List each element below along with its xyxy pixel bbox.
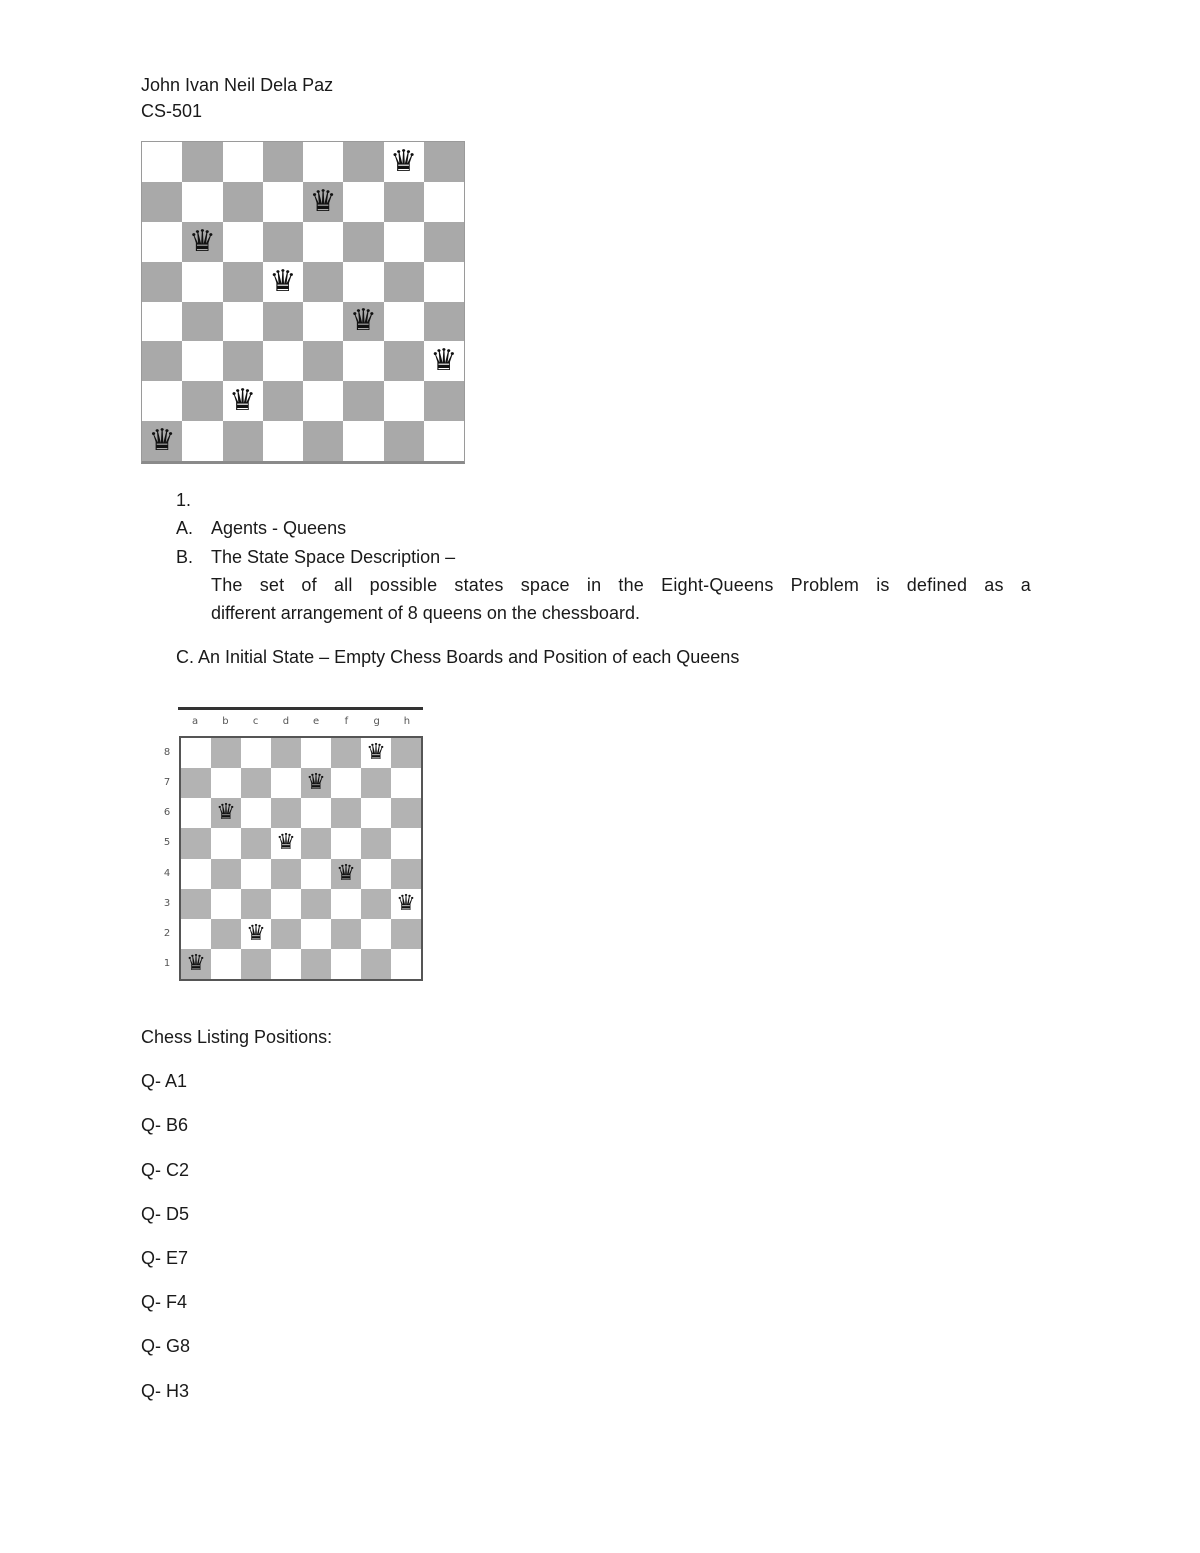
board-square — [211, 859, 241, 889]
board-square — [271, 919, 301, 949]
board-square — [361, 859, 391, 889]
board-square — [343, 341, 383, 381]
board-square — [241, 828, 271, 858]
listing-item: Q- C2 — [141, 1160, 190, 1180]
board-square — [181, 949, 211, 979]
board-square — [142, 262, 182, 302]
board-square — [424, 421, 464, 461]
board-square — [241, 768, 271, 798]
queen-icon: ♛ — [246, 920, 266, 946]
board-square — [424, 262, 464, 302]
board-square — [361, 919, 391, 949]
board-square — [182, 421, 222, 461]
file-labels — [180, 716, 422, 730]
board-square — [241, 738, 271, 768]
board-square — [271, 949, 301, 979]
board-square — [211, 919, 241, 949]
board-square — [181, 889, 211, 919]
board-square — [301, 738, 331, 768]
board-square — [182, 142, 222, 182]
board-square — [142, 421, 182, 461]
section-number: 1. — [176, 490, 192, 510]
file-label: h — [403, 716, 411, 727]
queen-icon: ♛ — [269, 263, 297, 299]
board-square — [271, 889, 301, 919]
board-square — [361, 949, 391, 979]
board-square — [303, 302, 343, 342]
rank-label: 3 — [163, 897, 171, 909]
board-square — [223, 381, 263, 421]
board-square — [331, 828, 361, 858]
board-square — [223, 421, 263, 461]
rank-label: 1 — [163, 958, 171, 970]
board-square — [424, 222, 464, 262]
initial-state-text: C. An Initial State – Empty Chess Boards and Position of each Queens — [176, 647, 740, 667]
listing-item: Q- G8 — [141, 1336, 191, 1356]
board-square — [331, 738, 361, 768]
board-square — [384, 381, 424, 421]
queen-icon: ♛ — [216, 800, 236, 826]
board-square — [303, 381, 343, 421]
list-marker-a: A. — [176, 518, 194, 538]
board-square — [301, 919, 331, 949]
board-square — [301, 768, 331, 798]
board-square — [343, 142, 383, 182]
board-square — [343, 421, 383, 461]
queen-icon: ♛ — [148, 423, 176, 459]
board-square — [384, 262, 424, 302]
chessboard-solution — [141, 141, 465, 464]
listing-item: Q- F4 — [141, 1292, 188, 1312]
board-square — [241, 859, 271, 889]
board-square — [263, 142, 303, 182]
course-code: CS-501 — [141, 101, 203, 121]
rank-labels — [160, 737, 174, 979]
board-square — [361, 738, 391, 768]
queen-icon: ♛ — [306, 770, 326, 796]
queen-icon: ♛ — [229, 383, 257, 419]
file-label: a — [192, 716, 199, 727]
board-square — [142, 222, 182, 262]
board-square — [181, 738, 211, 768]
rank-label: 4 — [163, 867, 171, 879]
board-square — [331, 768, 361, 798]
board-square — [303, 341, 343, 381]
queen-icon: ♛ — [309, 183, 337, 219]
queen-icon: ♛ — [396, 890, 416, 916]
board-square — [263, 222, 303, 262]
board-square — [391, 949, 421, 979]
board-square — [223, 302, 263, 342]
board-square — [263, 302, 303, 342]
board-square — [424, 381, 464, 421]
board-square — [301, 828, 331, 858]
listing-item: Q- D5 — [141, 1204, 190, 1224]
file-label: f — [344, 716, 349, 727]
chessboard-labeled — [179, 736, 423, 981]
rank-label: 6 — [163, 807, 171, 819]
board-square — [391, 889, 421, 919]
board-square — [181, 859, 211, 889]
board-square — [391, 919, 421, 949]
board-square — [211, 828, 241, 858]
list-marker-b: B. — [176, 547, 194, 567]
board-square — [424, 182, 464, 222]
board-square — [424, 302, 464, 342]
board-square — [361, 889, 391, 919]
board-square — [331, 919, 361, 949]
board-square — [263, 262, 303, 302]
author-name: John Ivan Neil Dela Paz — [141, 75, 334, 95]
board-square — [303, 262, 343, 302]
board-square — [263, 182, 303, 222]
board-square — [343, 381, 383, 421]
board-square — [361, 798, 391, 828]
board-square — [211, 949, 241, 979]
listing-item: Q- B6 — [141, 1115, 189, 1135]
state-space-body-line2: different arrangement of 8 queens on the chessboard. — [211, 603, 640, 623]
board-square — [211, 798, 241, 828]
board-square — [384, 182, 424, 222]
board-square — [303, 421, 343, 461]
board-square — [343, 222, 383, 262]
board-square — [142, 182, 182, 222]
board-square — [241, 919, 271, 949]
board-square — [223, 222, 263, 262]
state-space-body-line1: The set of all possible states space in the Eight-Queens Problem is defined as a — [211, 575, 1031, 595]
board-square — [241, 798, 271, 828]
board-square — [361, 768, 391, 798]
state-space-title: The State Space Description – — [211, 547, 456, 567]
board-square — [384, 302, 424, 342]
board-square — [211, 889, 241, 919]
board-square — [424, 341, 464, 381]
queen-icon: ♛ — [349, 303, 377, 339]
rank-label: 7 — [163, 776, 171, 788]
board-square — [223, 262, 263, 302]
rank-label: 2 — [163, 928, 171, 940]
queen-icon: ♛ — [336, 860, 356, 886]
board-square — [301, 859, 331, 889]
board-square — [361, 828, 391, 858]
board-square — [263, 421, 303, 461]
board-square — [331, 949, 361, 979]
board-square — [384, 421, 424, 461]
board-square — [331, 859, 361, 889]
board-square — [331, 889, 361, 919]
board-square — [142, 142, 182, 182]
board-square — [391, 768, 421, 798]
queen-icon: ♛ — [276, 830, 296, 856]
board-square — [271, 828, 301, 858]
board-square — [223, 182, 263, 222]
board-square — [384, 222, 424, 262]
listing-item: Q- H3 — [141, 1381, 190, 1401]
board-square — [223, 341, 263, 381]
board-square — [384, 142, 424, 182]
queen-icon: ♛ — [390, 143, 418, 179]
board-square — [241, 889, 271, 919]
board-square — [301, 798, 331, 828]
board-square — [391, 738, 421, 768]
board-square — [384, 341, 424, 381]
board-square — [271, 768, 301, 798]
file-label: d — [282, 716, 290, 727]
board-square — [303, 142, 343, 182]
board-square — [263, 381, 303, 421]
board-square — [391, 828, 421, 858]
board-square — [271, 738, 301, 768]
board-square — [331, 798, 361, 828]
board-frame-top — [178, 707, 423, 710]
board-square — [211, 768, 241, 798]
board-square — [241, 949, 271, 979]
queen-icon: ♛ — [366, 740, 386, 766]
queen-icon: ♛ — [186, 950, 206, 976]
file-label: g — [373, 716, 380, 727]
board-square — [301, 949, 331, 979]
board-square — [343, 262, 383, 302]
board-square — [181, 798, 211, 828]
board-square — [223, 142, 263, 182]
board-square — [182, 381, 222, 421]
board-square — [391, 798, 421, 828]
board-square — [182, 302, 222, 342]
rank-label: 5 — [163, 837, 171, 849]
board-square — [303, 222, 343, 262]
board-square — [182, 222, 222, 262]
board-square — [303, 182, 343, 222]
board-square — [211, 738, 241, 768]
board-square — [181, 828, 211, 858]
file-label: b — [222, 716, 229, 727]
board-square — [181, 768, 211, 798]
board-square — [142, 302, 182, 342]
board-square — [182, 262, 222, 302]
queen-icon: ♛ — [188, 223, 216, 259]
board-square — [424, 142, 464, 182]
listing-item: Q- A1 — [141, 1071, 188, 1091]
queen-icon: ♛ — [430, 343, 458, 379]
board-square — [263, 341, 303, 381]
board-square — [142, 341, 182, 381]
file-label: c — [252, 716, 259, 727]
board-square — [271, 859, 301, 889]
board-square — [181, 919, 211, 949]
board-square — [271, 798, 301, 828]
listing-item: Q- E7 — [141, 1248, 189, 1268]
board-square — [343, 302, 383, 342]
board-square — [391, 859, 421, 889]
board-square — [182, 182, 222, 222]
agents-text: Agents - Queens — [211, 518, 347, 538]
file-label: e — [313, 716, 320, 727]
board-square — [182, 341, 222, 381]
board-square — [301, 889, 331, 919]
board-square — [343, 182, 383, 222]
board-square — [142, 381, 182, 421]
rank-label: 8 — [163, 746, 171, 758]
listing-title: Chess Listing Positions: — [141, 1027, 333, 1047]
